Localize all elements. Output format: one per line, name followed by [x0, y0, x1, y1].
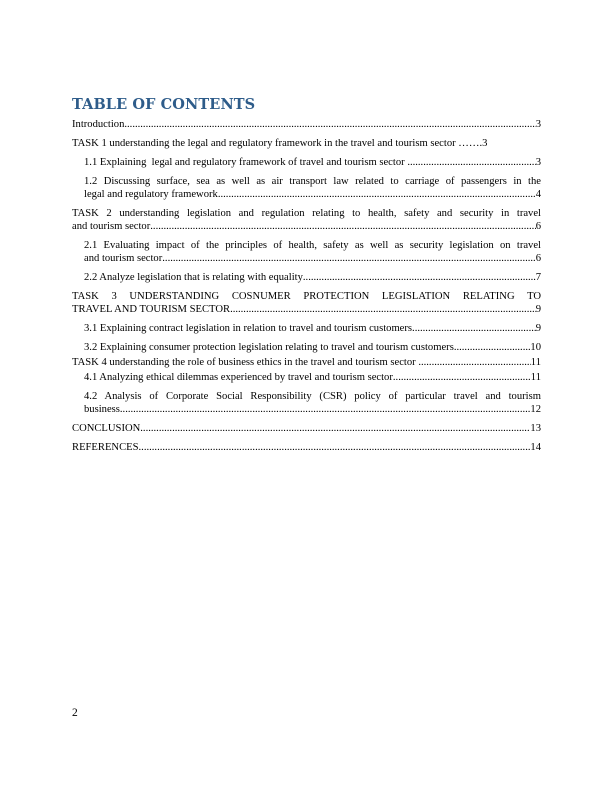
toc-entry-title: 3.1 Explaining contract legislation in relation to travel and tourism customers	[84, 323, 413, 334]
leader-dots	[407, 156, 535, 169]
toc-entry-title: 1.1 Explaining legal and regulatory framework of travel and tourism sector	[84, 157, 408, 168]
toc-entry-page: 6	[535, 253, 541, 264]
toc-entry-page: 12	[530, 404, 541, 415]
toc-entry-page: 4	[535, 189, 541, 200]
leader-dots	[124, 118, 535, 131]
leader-dots	[162, 252, 535, 265]
toc-entry-2-2[interactable]	[72, 271, 541, 284]
toc-entry-page: 10	[530, 342, 541, 353]
toc-entry-page: 3	[482, 138, 488, 149]
toc-entry-title: Introduction	[72, 119, 125, 130]
toc-entry-page: 9	[535, 323, 541, 334]
toc-entry-page: 3	[535, 119, 541, 130]
toc-entry-title: TASK 4 understanding the role of business ethics in the travel and tourism sector	[72, 357, 419, 368]
toc-entry-title: 4.1 Analyzing ethical dilemmas experienced by travel and tourism sector	[84, 372, 393, 383]
toc-entry-title-line1: 4.2 Analysis of Corporate Social Responsibility (CSR) policy of particular travel and tourism	[84, 391, 541, 402]
toc-entry-title: 2.2 Analyze legislation that is relating with equality	[84, 272, 303, 283]
toc-entry-1-1[interactable]	[72, 156, 541, 169]
toc-entry-4-2[interactable]	[72, 390, 541, 416]
leader-dots	[150, 220, 535, 233]
toc-entry-title-line1: 2.1 Evaluating impact of the principles of health, safety as well as security legislation on travel	[84, 240, 541, 251]
toc-entry-title: legal and regulatory framework	[84, 189, 218, 200]
toc-entry-3-1[interactable]	[72, 322, 541, 335]
leader-dots	[139, 441, 531, 454]
toc-entry-title: and tourism sector	[84, 253, 163, 264]
toc-entry-title-line1: TASK 3 UNDERSTANDING COSNUMER PROTECTION LEGISLATION RELATING TO	[72, 291, 541, 302]
toc-entry-page: 3	[535, 157, 541, 168]
toc-entry-conclusion[interactable]	[72, 422, 541, 435]
leader-dots	[412, 322, 536, 335]
toc-entry-task-4[interactable]	[72, 356, 541, 369]
toc-entry-references[interactable]	[72, 441, 541, 454]
toc-entry-page: 11	[530, 357, 541, 368]
toc-entry-4-1[interactable]	[72, 371, 541, 384]
leader-dots	[218, 188, 536, 201]
toc-entry-task-3[interactable]	[72, 290, 541, 316]
toc-entry-title-line1: 1.2 Discussing surface, sea as well as air transport law related to carriage of passengers in the	[84, 176, 541, 187]
toc-entry-page: 6	[535, 221, 541, 232]
toc-entry-page: 14	[530, 442, 541, 453]
leader-dots	[120, 403, 531, 416]
toc-entry-page: 13	[530, 423, 541, 434]
toc-entry-title: and tourism sector	[72, 221, 151, 232]
toc-entry-task-1[interactable]	[72, 137, 541, 150]
toc-entry-title: 3.2 Explaining consumer protection legislation relating to travel and tourism customers	[84, 342, 454, 353]
page-number: 2	[72, 707, 78, 719]
toc-entry-3-2[interactable]	[72, 341, 541, 354]
leader-dots	[393, 371, 531, 384]
table-of-contents	[72, 118, 541, 460]
leader-dots	[303, 271, 536, 284]
leader-dots	[140, 422, 530, 435]
leader-dots	[418, 356, 530, 369]
toc-entry-title: business	[84, 404, 120, 415]
toc-entry-1-2[interactable]	[72, 175, 541, 201]
toc-entry-title: TASK 1 understanding the legal and regulatory framework in the travel and tourism sector …….	[72, 138, 483, 149]
toc-entry-page: 11	[530, 372, 541, 383]
leader-dots	[230, 303, 536, 316]
toc-entry-task-2[interactable]	[72, 207, 541, 233]
toc-entry-introduction[interactable]	[72, 118, 541, 131]
toc-entry-title-line1: TASK 2 understanding legislation and regulation relating to health, safety and security in travel	[72, 208, 541, 219]
toc-entry-title: CONCLUSION	[72, 423, 141, 434]
toc-entry-page: 9	[535, 304, 541, 315]
toc-entry-page: 7	[535, 272, 541, 283]
toc-entry-title: REFERENCES	[72, 442, 139, 453]
toc-entry-2-1[interactable]	[72, 239, 541, 265]
leader-dots	[454, 341, 531, 354]
toc-heading: TABLE OF CONTENTS	[72, 96, 256, 113]
toc-entry-title: TRAVEL AND TOURISM SECTOR	[72, 304, 231, 315]
